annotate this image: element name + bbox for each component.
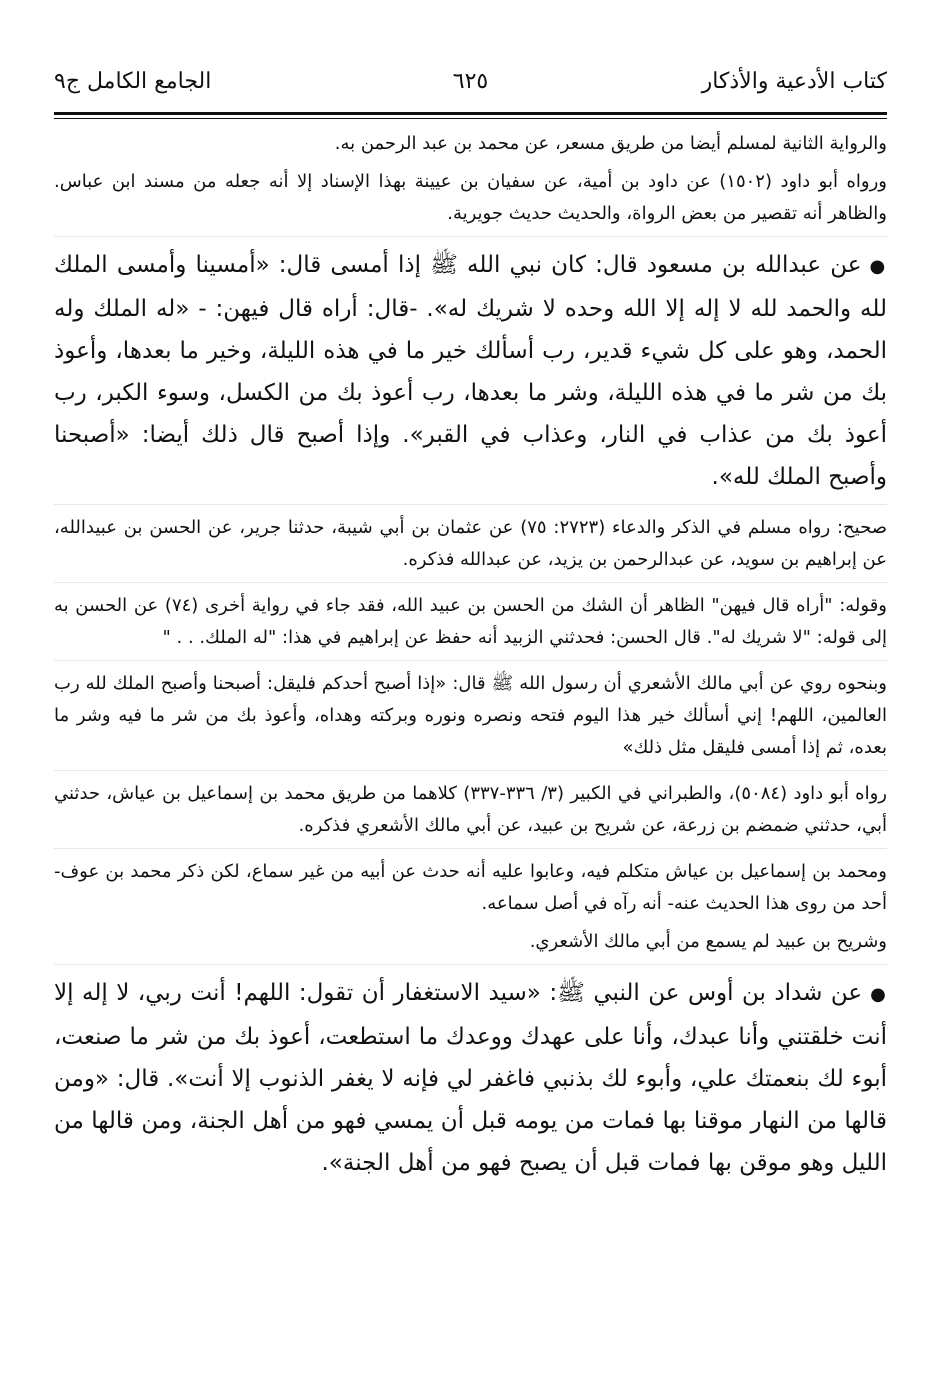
separator [54,770,887,771]
page-body [54,128,887,1184]
commentary-paragraph: وشريح بن عبيد لم يسمع من أبي مالك الأشعري. [529,931,887,952]
page-number: ٦٢٥ [452,69,489,94]
bullet-icon: ● [869,256,887,277]
separator [54,582,887,583]
book-page [54,0,887,1381]
commentary-paragraph: ومحمد بن إسماعيل بن عياش متكلم فيه، وعابوا عليه أنه حدث عن أبيه من غير سماع، لكن ذكر محمد بن عوف- أحد من روى هذا الحديث عنه- أنه رآه في أصل سماعه. [54,861,887,914]
separator [54,964,887,965]
hadith-paragraph [54,244,887,498]
hadith-paragraph [54,972,887,1184]
page-header [54,62,887,102]
separator [54,504,887,505]
commentary-paragraph: وبنحوه روي عن أبي مالك الأشعري أن رسول الله ﷺ قال: «إذا أصبح أحدكم فليقل: أصبحنا وأصبح الملك لله رب العالمين، اللهم! إني أسألك خير هذا اليوم فتحه ونصره ونوره وبركته وهداه، وأعوذ بك من شر ما فيه وشر ما بعده، ثم إذا أمسى فليقل مثل ذلك» [54,673,887,758]
separator [54,236,887,237]
commentary-paragraph: ورواه أبو داود (١٥٠٢) عن داود بن أمية، عن سفيان بن عيينة بهذا الإسناد إلا أنه جعله من مسند ابن عباس. والظاهر أنه تقصير من بعض الرواة، والحديث حديث جويرية. [54,171,887,224]
hadith-text: عن شداد بن أوس عن النبي ﷺ: «سيد الاستغفار أن تقول: اللهم! أنت ربي، لا إله إلا أنت خلقتني وأنا عبدك، وأنا على عهدك ووعدك ما استطعت، أعوذ بك من شر ما صنعت، أبوء لك بنعمتك علي، وأبوء لك بذنبي فاغفر لي فإنه لا يغفر الذنوب إلا أنت». قال: «ومن قالها من النهار موقنا بها فمات من يومه قبل أن يمسي فهو من أهل الجنة، ومن قالها من الليل وهو موقن بها فمات قبل أن يصبح فهو من أهل الجنة». [54,980,887,1176]
commentary-paragraph: رواه أبو داود (٥٠٨٤)، والطبراني في الكبير (٣/ ٣٣٦-٣٣٧) كلاهما من طريق محمد بن إسماعيل بن عياش، حدثني أبي، حدثني ضمضم بن زرعة، عن شريح بن عبيد، عن أبي مالك الأشعري فذكره. [54,783,888,836]
commentary-paragraph: والرواية الثانية لمسلم أيضا من طريق مسعر، عن محمد بن عبد الرحمن به. [334,133,887,154]
separator [54,660,887,661]
commentary-paragraph: صحيح: رواه مسلم في الذكر والدعاء (٢٧٢٣: ٧٥) عن عثمان بن أبي شيبة، حدثنا جرير، عن الحسن بن عبيدالله، عن إبراهيم بن سويد، عن عبدالرحمن بن يزيد، عن عبدالله فذكره. [54,517,887,570]
header-rule-thin [54,118,887,119]
commentary-paragraph: وقوله: "أراه قال فيهن" الظاهر أن الشك من الحسن بن عبيد الله، فقد جاء في رواية أخرى (٧٤) عن الحسن به إلى قوله: "لا شريك له". قال الحسن: فحدثني الزبيد أنه حفظ عن إبراهيم في هذا: "له الملك. . . " [54,595,887,648]
bullet-icon: ● [870,984,887,1005]
book-title: كتاب الأدعية والأذكار [701,69,887,94]
volume-label: الجامع الكامل ج٩ [54,69,212,94]
hadith-text: عن عبدالله بن مسعود قال: كان نبي الله ﷺ إذا أمسى قال: «أمسينا وأمسى الملك لله والحمد لله لا إله إلا الله وحده لا شريك له». -قال: أراه قال فيهن: - «له الملك وله الحمد، وهو على كل شيء قدير، رب أسألك خير ما في هذه الليلة، وخير ما بعدها، وأعوذ بك من شر ما في هذه الليلة، وشر ما بعدها، رب أعوذ بك من الكسل، وسوء الكبر، رب أعوذ بك من عذاب في النار، وعذاب في القبر». وإذا أصبح قال ذلك أيضا: «أصبحنا وأصبح الملك لله». [54,252,887,490]
header-rule-thick [54,112,887,115]
separator [54,848,887,849]
